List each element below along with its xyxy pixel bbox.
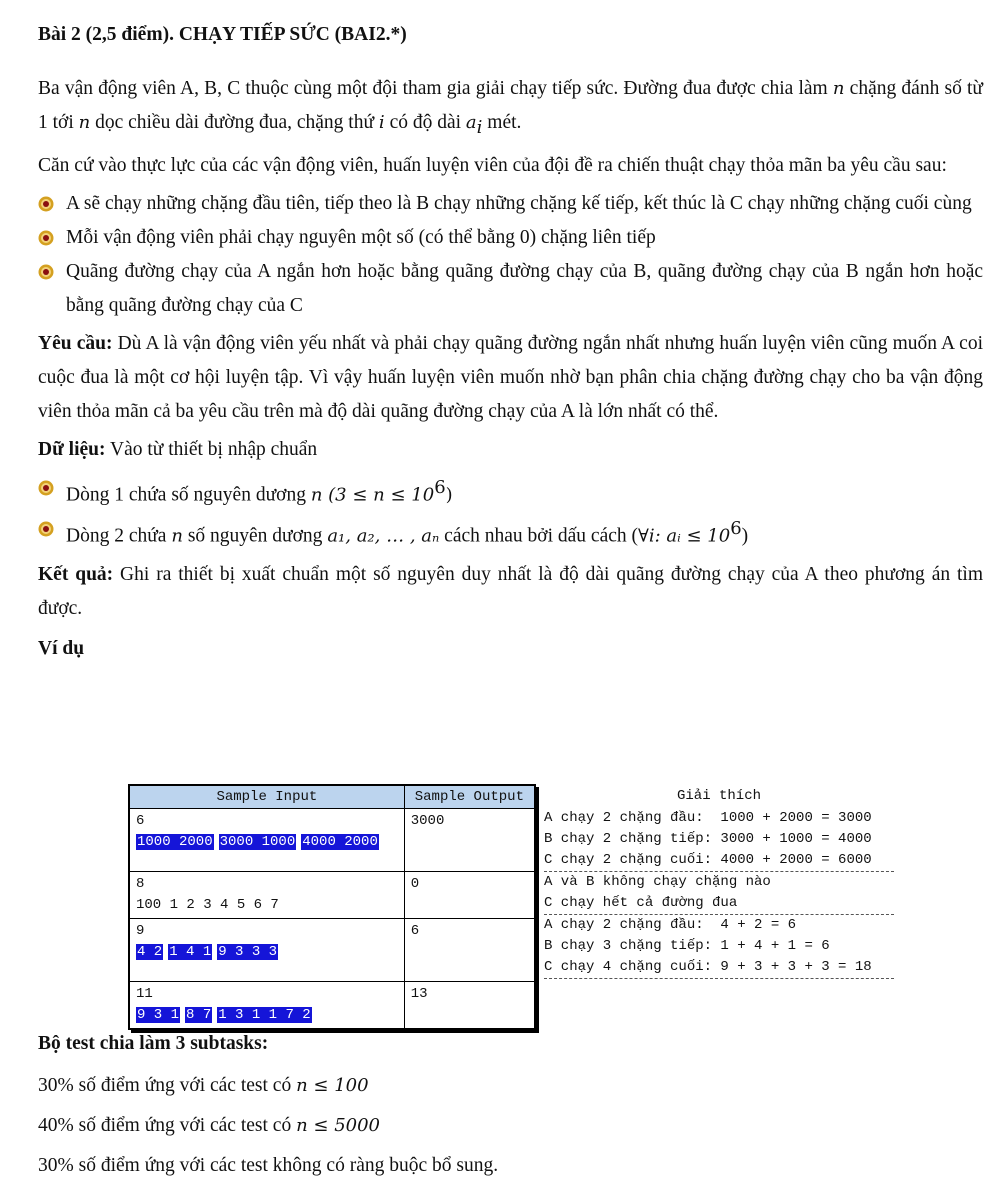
intro-paragraph-2: Căn cứ vào thực lực của các vận động viên, huấn luyện viên của đội đề ra chiến thuật chạy thỏa mãn ba yêu cầu sau: bbox=[38, 154, 947, 176]
subtask-3: 30% số điểm ứng với các test không có ràng buộc bổ sung. bbox=[38, 1155, 499, 1176]
explanation-line: A chạy 2 chặng đầu: 1000 + 2000 = 3000 bbox=[544, 810, 872, 826]
explanation-block bbox=[544, 808, 894, 872]
page-title: Bài 2 (2,5 điểm). CHẠY TIẾP SỨC (BAI2.*) bbox=[38, 24, 407, 45]
highlighted-group: 4 2 bbox=[137, 944, 163, 960]
list-item: Dòng 2 chứa n số nguyên dương a₁, a₂, … , aₙ cách nhau bởi dấu cách (∀i: aᵢ ≤ $10^6$) bbox=[38, 512, 983, 554]
output-paragraph: Kết quả: Ghi ra thiết bị xuất chuẩn một số nguyên duy nhất là độ dài quãng đường chạy của A theo phương án tìm được. bbox=[38, 563, 983, 619]
sample-output-header: Sample Output bbox=[404, 785, 535, 809]
input-list bbox=[38, 471, 983, 554]
explanation-line: C chạy hết cả đường đua bbox=[544, 895, 738, 911]
explanation-column bbox=[544, 784, 894, 979]
input-paragraph: Dữ liệu: Vào từ thiết bị nhập chuẩn bbox=[38, 438, 318, 460]
subtask-2: 40% số điểm ứng với các test có n ≤ 5000 bbox=[38, 1115, 381, 1136]
highlighted-group: 9 3 3 3 bbox=[218, 944, 278, 960]
sample-array bbox=[136, 832, 398, 853]
example-heading: Ví dụ bbox=[38, 637, 85, 659]
highlighted-group: 1 4 1 bbox=[169, 944, 212, 960]
sample-section bbox=[128, 784, 988, 1022]
sample-input-cell bbox=[129, 872, 404, 919]
explanation-line: B chạy 3 chặng tiếp: 1 + 4 + 1 = 6 bbox=[544, 938, 830, 954]
requirement-paragraph: Yêu cầu: Dù A là vận động viên yếu nhất và phải chạy quãng đường ngắn nhất nhưng huấn luyện viên cũng muốn A coi cuộc đua là một cơ hội luyện tập. Vì vậy huấn luyện viên muốn nhờ bạn phân chia chặng đường chạy cho ba vận động viên thỏa mãn cả ba yêu cầu trên mà độ dài quãng đường chạy của A là lớn nhất có thể. bbox=[38, 332, 983, 422]
sunburst-bullet-icon bbox=[38, 521, 54, 537]
sunburst-bullet-icon bbox=[38, 196, 54, 212]
rules-list bbox=[38, 187, 983, 323]
highlighted-group: 9 3 1 bbox=[137, 1007, 180, 1023]
sample-input-cell bbox=[129, 919, 404, 982]
sample-output-cell: 13 bbox=[404, 982, 535, 1030]
sample-input-header: Sample Input bbox=[129, 785, 404, 809]
sunburst-bullet-icon bbox=[38, 264, 54, 280]
subtasks-title: Bộ test chia làm 3 subtasks: bbox=[38, 1033, 269, 1054]
explanation-line: A chạy 2 chặng đầu: 4 + 2 = 6 bbox=[544, 917, 797, 933]
sample-array: 100 1 2 3 4 5 6 7 bbox=[136, 897, 279, 913]
list-item: Dòng 1 chứa số nguyên dương n $(3 \le n \le 10^6)$ bbox=[38, 471, 983, 513]
sample-input-cell bbox=[129, 809, 404, 872]
explanation-line: C chạy 2 chặng cuối: 4000 + 2000 = 6000 bbox=[544, 852, 872, 868]
sample-n: 9 bbox=[136, 923, 145, 939]
subtask-1: 30% số điểm ứng với các test có n ≤ 100 bbox=[38, 1075, 369, 1096]
list-item: Mỗi vận động viên phải chạy nguyên một số (có thể bằng 0) chặng liên tiếp bbox=[38, 221, 983, 255]
subtasks-section bbox=[38, 1028, 983, 1186]
list-item: Quãng đường chạy của A ngắn hơn hoặc bằng quãng đường chạy của B, quãng đường chạy của B ngắn hơn hoặc bằng quãng đường chạy của C bbox=[38, 255, 983, 323]
sample-output-cell: 3000 bbox=[404, 809, 535, 872]
highlighted-group: 4000 2000 bbox=[302, 834, 378, 850]
table-row bbox=[129, 919, 535, 982]
highlighted-group: 1 3 1 1 7 2 bbox=[218, 1007, 311, 1023]
highlighted-group: 1000 2000 bbox=[137, 834, 213, 850]
sample-array bbox=[136, 942, 398, 963]
explanation-line: B chạy 2 chặng tiếp: 3000 + 1000 = 4000 bbox=[544, 831, 872, 847]
sample-n: 8 bbox=[136, 876, 145, 892]
explanation-header: Giải thích bbox=[676, 788, 761, 804]
sample-n: 11 bbox=[136, 986, 153, 1002]
explanation-line: A và B không chạy chặng nào bbox=[544, 874, 771, 890]
sample-output-cell: 6 bbox=[404, 919, 535, 982]
explanation-block bbox=[544, 872, 894, 915]
list-item: A sẽ chạy những chặng đầu tiên, tiếp theo là B chạy những chặng kế tiếp, kết thúc là C chạy những chặng cuối cùng bbox=[38, 187, 983, 221]
sample-n: 6 bbox=[136, 813, 145, 829]
sample-array bbox=[136, 1005, 398, 1026]
intro-paragraph-1: Ba vận động viên A, B, C thuộc cùng một đội tham gia giải chạy tiếp sức. Đường đua được chia làm n chặng đánh số từ 1 tới n dọc chiều dài đường đua, chặng thứ i có độ dài $a_i$ mét. bbox=[38, 78, 983, 138]
sample-input-cell bbox=[129, 982, 404, 1030]
highlighted-group: 3000 1000 bbox=[219, 834, 296, 850]
sample-output-cell: 0 bbox=[404, 872, 535, 919]
explanation-line: C chạy 4 chặng cuối: 9 + 3 + 3 + 3 = 18 bbox=[544, 959, 872, 975]
sunburst-bullet-icon bbox=[38, 480, 54, 496]
sunburst-bullet-icon bbox=[38, 230, 54, 246]
table-row bbox=[129, 872, 535, 919]
problem-statement bbox=[38, 20, 983, 672]
table-row bbox=[129, 809, 535, 872]
table-row bbox=[129, 982, 535, 1030]
highlighted-group: 8 7 bbox=[186, 1007, 212, 1023]
explanation-block bbox=[544, 915, 894, 979]
sample-table bbox=[128, 784, 536, 1030]
